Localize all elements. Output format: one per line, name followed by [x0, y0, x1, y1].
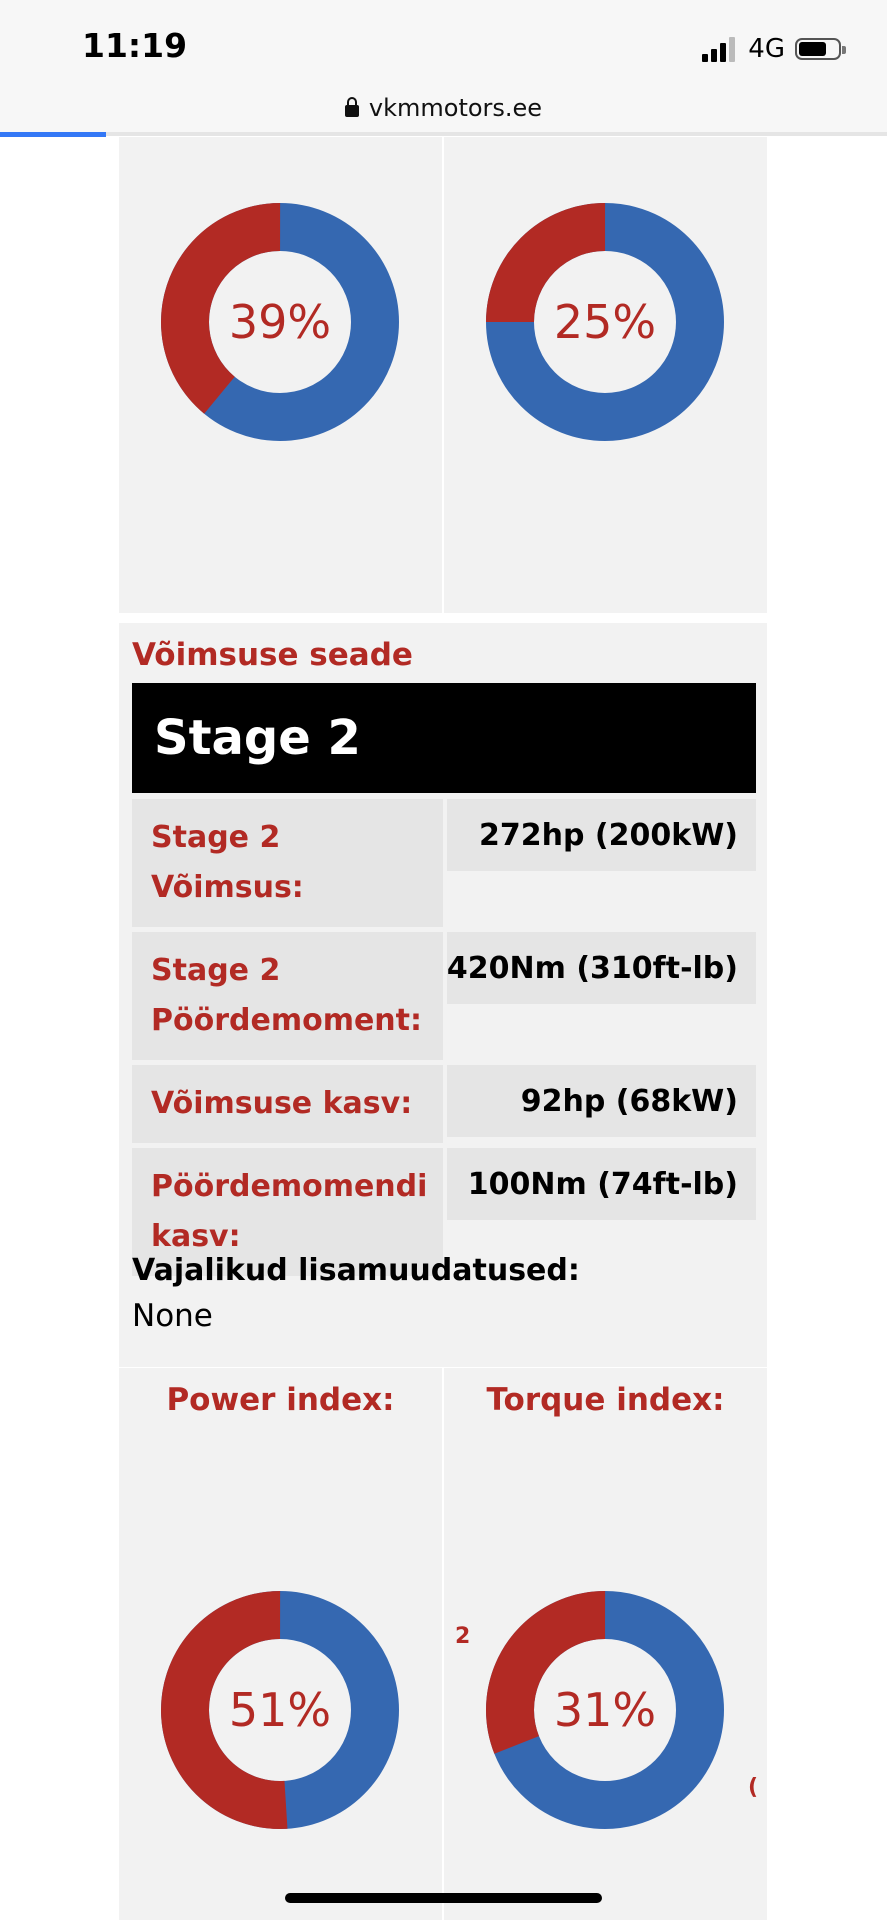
gauge-cell — [119, 1368, 442, 1920]
url-text[interactable]: vkmmotors.ee — [368, 94, 543, 122]
spec-row — [132, 1065, 756, 1143]
donut-chart — [485, 1590, 725, 1830]
donut-chart — [160, 1590, 400, 1830]
section-title: Võimsuse seade — [132, 637, 413, 673]
gauge-percent: 25% — [553, 295, 657, 349]
spec-label: Võimsuse kasv: — [132, 1065, 443, 1143]
spec-table — [132, 799, 756, 1281]
spec-value: 100Nm (74ft-lb) — [447, 1148, 756, 1220]
gauge-percent: 39% — [228, 295, 332, 349]
spec-label: Pöördemomendi kasv: — [132, 1148, 443, 1276]
spec-label: Stage 2 Pöördemoment: — [132, 932, 443, 1060]
top-gauge-row — [119, 137, 767, 613]
gauge-percent: 51% — [228, 1683, 332, 1737]
page-load-progress-track — [0, 132, 887, 136]
spec-row — [132, 799, 756, 927]
required-mods-value: None — [132, 1298, 213, 1334]
power-index-title: Power index: — [166, 1382, 395, 1418]
bottom-gauge-row — [119, 1368, 767, 1920]
donut-chart — [485, 202, 725, 442]
clipped-label-fragment: 2 — [455, 1624, 471, 1649]
stage-header — [132, 683, 756, 793]
power-tuning-section — [119, 623, 767, 1367]
status-icons — [702, 34, 841, 64]
torque-index-title: Torque index: — [486, 1382, 725, 1418]
network-type: 4G — [748, 34, 785, 64]
spec-row — [132, 932, 756, 1060]
stage-title: Stage 2 — [154, 710, 361, 766]
gauge-cell — [119, 137, 442, 613]
clipped-label-fragment: ( — [748, 1775, 759, 1800]
donut-chart — [160, 202, 400, 442]
gauge-cell — [442, 137, 767, 613]
status-time: 11:19 — [82, 26, 188, 65]
lock-icon — [345, 105, 359, 117]
gauge-cell — [442, 1368, 767, 1920]
address-bar[interactable] — [0, 80, 887, 136]
spec-value: 272hp (200kW) — [447, 799, 756, 871]
home-indicator[interactable] — [285, 1893, 602, 1903]
spec-label: Stage 2 Võimsus: — [132, 799, 443, 927]
required-mods-label: Vajalikud lisamuudatused: — [132, 1253, 580, 1288]
battery-icon — [795, 38, 841, 60]
cellular-signal-icon — [702, 37, 738, 62]
gauge-percent: 31% — [553, 1683, 657, 1737]
spec-value: 420Nm (310ft-lb) — [447, 932, 756, 1004]
spec-value: 92hp (68kW) — [447, 1065, 756, 1137]
page-content — [0, 137, 887, 1920]
